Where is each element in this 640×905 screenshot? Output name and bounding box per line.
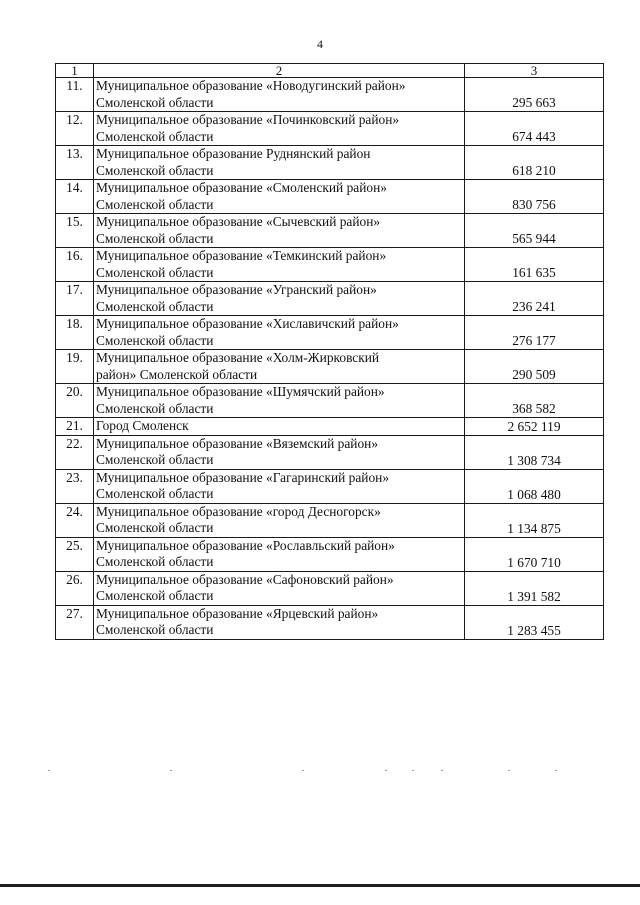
row-number: 27.	[56, 605, 94, 639]
row-value: 830 756	[465, 180, 604, 214]
row-number: 14.	[56, 180, 94, 214]
row-name	[94, 78, 465, 112]
table-row	[56, 146, 604, 180]
table-row	[56, 350, 604, 384]
row-name	[94, 435, 465, 469]
row-value: 674 443	[465, 112, 604, 146]
row-value: 2 652 119	[465, 418, 604, 436]
row-value: 276 177	[465, 316, 604, 350]
row-value: 565 944	[465, 214, 604, 248]
row-name	[94, 316, 465, 350]
row-name-line2: Смоленской области	[96, 230, 214, 246]
column-header-number: 1	[56, 64, 94, 78]
table-row	[56, 571, 604, 605]
row-number: 11.	[56, 78, 94, 112]
row-number: 20.	[56, 384, 94, 418]
table-row	[56, 214, 604, 248]
row-name-line1: Муниципальное образование «Вяземский район»	[96, 435, 379, 451]
table-row	[56, 248, 604, 282]
scan-noise	[40, 770, 600, 772]
row-value: 1 283 455	[465, 605, 604, 639]
row-name-line2: Смоленской области	[96, 196, 214, 212]
row-name-line1: Муниципальное образование «Шумячский район»	[96, 384, 385, 399]
table-body	[56, 78, 604, 640]
row-name-line2: Смоленской области	[96, 452, 214, 467]
row-name-line2: Смоленской области	[96, 400, 214, 416]
table-row	[56, 316, 604, 350]
row-number: 23.	[56, 469, 94, 503]
row-number: 18.	[56, 316, 94, 350]
row-name-line1: Город Смоленск	[96, 418, 189, 433]
row-number: 12.	[56, 112, 94, 146]
row-name	[94, 537, 465, 571]
row-name	[94, 469, 465, 503]
row-number: 24.	[56, 503, 94, 537]
row-name-line2: Смоленской области	[96, 622, 214, 637]
table-row	[56, 180, 604, 214]
row-number: 22.	[56, 435, 94, 469]
row-value: 1 068 480	[465, 469, 604, 503]
page-number: 4	[317, 37, 323, 51]
row-name-line2: район» Смоленской области	[96, 366, 258, 382]
table-row	[56, 435, 604, 469]
row-name	[94, 282, 465, 316]
row-value: 1 134 875	[465, 503, 604, 537]
table-row	[56, 537, 604, 571]
row-name-line1: Муниципальное образование «Гагаринский район»	[96, 469, 390, 485]
bottom-rule	[0, 884, 640, 887]
row-value: 368 582	[465, 384, 604, 418]
row-value: 618 210	[465, 146, 604, 180]
row-value: 295 663	[465, 78, 604, 112]
row-name	[94, 146, 465, 180]
row-name	[94, 180, 465, 214]
row-name-line1: Муниципальное образование «Темкинский район»	[96, 248, 387, 263]
row-name	[94, 503, 465, 537]
row-name-line1: Муниципальное образование «Угранский район»	[96, 282, 377, 297]
row-number: 26.	[56, 571, 94, 605]
row-name-line2: Смоленской области	[96, 554, 214, 569]
column-header-name: 2	[94, 64, 465, 78]
row-name-line2: Смоленской области	[96, 298, 214, 314]
row-number: 21.	[56, 418, 94, 436]
row-name	[94, 571, 465, 605]
row-value: 161 635	[465, 248, 604, 282]
row-name	[94, 605, 465, 639]
row-name	[94, 418, 465, 436]
row-value: 1 670 710	[465, 537, 604, 571]
table-row	[56, 418, 604, 436]
row-value: 1 308 734	[465, 435, 604, 469]
row-name-line2: Смоленской области	[96, 588, 214, 603]
row-name-line1: Муниципальное образование «Ярцевский район»	[96, 605, 379, 621]
row-value: 290 509	[465, 350, 604, 384]
table-row	[56, 112, 604, 146]
row-name-line1: Муниципальное образование «Починковский район»	[96, 112, 400, 127]
row-name-line2: Смоленской области	[96, 94, 214, 110]
row-value: 236 241	[465, 282, 604, 316]
row-name	[94, 248, 465, 282]
row-name-line1: Муниципальное образование «Хиславичский район»	[96, 316, 399, 331]
row-name-line1: Муниципальное образование «Рославльский район»	[96, 537, 395, 553]
column-header-value: 3	[465, 64, 604, 78]
table-row	[56, 78, 604, 112]
row-number: 17.	[56, 282, 94, 316]
row-name-line2: Смоленской области	[96, 520, 214, 535]
row-name-line1: Муниципальное образование «Сафоновский район»	[96, 571, 394, 587]
row-name-line1: Муниципальное образование «Сычевский район»	[96, 214, 381, 229]
row-number: 16.	[56, 248, 94, 282]
table-row	[56, 282, 604, 316]
row-number: 19.	[56, 350, 94, 384]
row-name-line1: Муниципальное образование «город Десногорск»	[96, 503, 381, 519]
row-name-line2: Смоленской области	[96, 128, 214, 144]
row-name-line1: Муниципальное образование «Смоленский район»	[96, 180, 387, 195]
allocation-table	[55, 63, 604, 640]
row-number: 15.	[56, 214, 94, 248]
row-name-line2: Смоленской области	[96, 162, 214, 178]
row-name-line2: Смоленской области	[96, 486, 214, 501]
row-number: 25.	[56, 537, 94, 571]
row-name	[94, 112, 465, 146]
row-name	[94, 214, 465, 248]
row-name	[94, 350, 465, 384]
table-row	[56, 605, 604, 639]
table-header-row	[56, 64, 604, 78]
table-row	[56, 503, 604, 537]
row-name-line1: Муниципальное образование Руднянский район	[96, 146, 371, 161]
row-number: 13.	[56, 146, 94, 180]
row-name-line2: Смоленской области	[96, 332, 214, 348]
table-row	[56, 469, 604, 503]
row-name	[94, 384, 465, 418]
table-row	[56, 384, 604, 418]
row-name-line2: Смоленской области	[96, 264, 214, 280]
row-name-line1: Муниципальное образование «Холм-Жирковский	[96, 350, 380, 365]
row-name-line1: Муниципальное образование «Новодугинский район»	[96, 78, 406, 93]
row-value: 1 391 582	[465, 571, 604, 605]
